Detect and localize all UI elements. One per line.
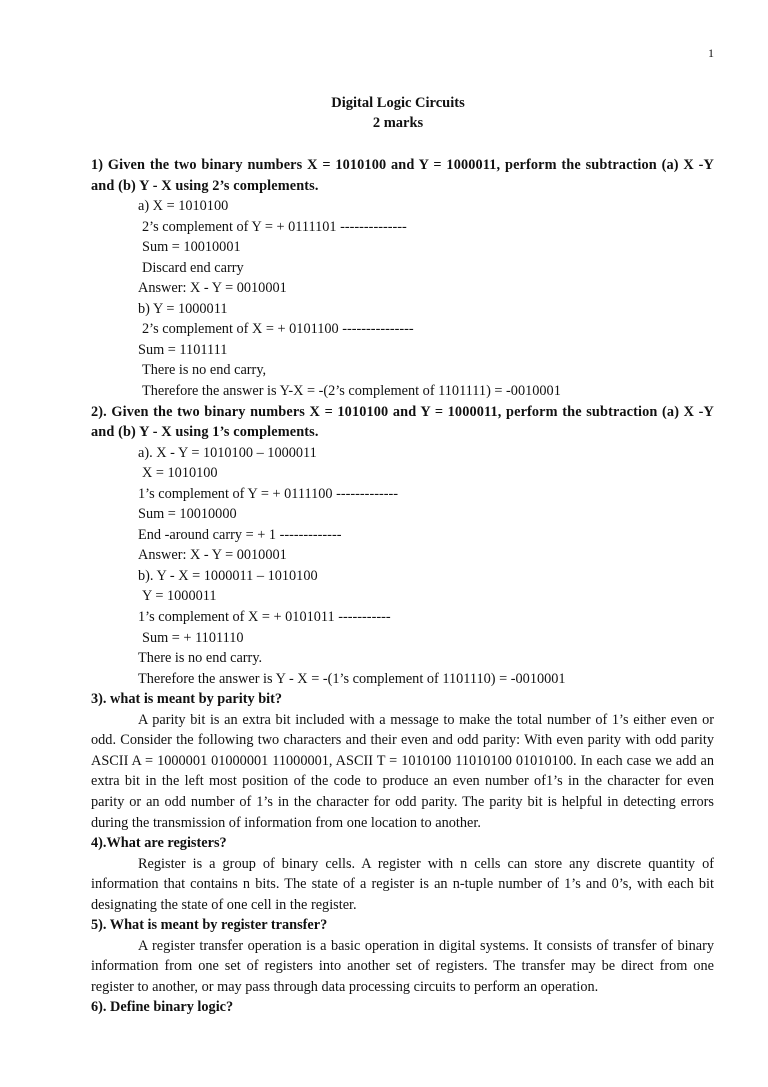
q2-line: There is no end carry. bbox=[138, 650, 263, 667]
question-4: 4).What are registers? bbox=[91, 835, 227, 852]
q2-line: End -around carry = + 1 ------------- bbox=[138, 526, 342, 543]
title-block bbox=[0, 93, 768, 133]
answer-4 bbox=[91, 854, 714, 916]
q2-line: Answer: X - Y = 0010001 bbox=[138, 547, 287, 564]
answer-3 bbox=[91, 710, 714, 833]
q1-line: Answer: X - Y = 0010001 bbox=[138, 280, 287, 297]
q1-line: Therefore the answer is Y-X = -(2’s complement of 1101111) = -0010001 bbox=[142, 383, 561, 400]
page-number: 1 bbox=[708, 46, 714, 60]
question-2: 2). Given the two binary numbers X = 1010100 and Y = 1000011, perform the subtraction (a) X -Y and (b) Y - X using 1’s complements. bbox=[91, 403, 714, 441]
q2-line: a). X - Y = 1010100 – 1000011 bbox=[138, 444, 317, 461]
document-body bbox=[91, 155, 714, 1018]
document-subtitle: 2 marks bbox=[372, 115, 424, 131]
q1-line: Sum = 10010001 bbox=[142, 239, 241, 256]
question-1: 1) Given the two binary numbers X = 1010100 and Y = 1000011, perform the subtraction (a) X -Y and (b) Y - X using 2’s complements. bbox=[91, 157, 714, 194]
answer-5 bbox=[91, 936, 714, 998]
q2-line: Y = 1000011 bbox=[142, 588, 217, 605]
answer-3-text: A parity bit is an extra bit included with a message to make the total number of 1’s either even or odd. Consider the following two characters and their even and odd parity: With even parity with odd parity ASCII A = 1000001 01000001 11000001, ASCII T = 1010100 11010100 01010100. In each case we add an extra bit in the left most position of the code to produce an even number of1’s in the character for even parity or an odd number of 1’s in the character for odd parity. The parity bit is helpful in detecting errors during the transmission of information from one location to another. bbox=[91, 711, 714, 831]
q2-line: Therefore the answer is Y - X = -(1’s complement of 1101110) = -0010001 bbox=[138, 670, 566, 687]
q1-line: 2’s complement of X = + 0101100 --------------- bbox=[142, 321, 414, 338]
q1-line: 2’s complement of Y = + 0111101 -------------- bbox=[142, 218, 407, 235]
q2-line: X = 1010100 bbox=[142, 465, 218, 482]
q1-line: a) X = 1010100 bbox=[138, 198, 229, 215]
question-3: 3). what is meant by parity bit? bbox=[91, 691, 283, 708]
q2-line: Sum = 10010000 bbox=[138, 506, 237, 523]
question-5: 5). What is meant by register transfer? bbox=[91, 917, 328, 934]
question-6: 6). Define binary logic? bbox=[91, 999, 234, 1016]
q2-line: 1’s complement of Y = + 0111100 ------------- bbox=[138, 485, 399, 502]
document-title: Digital Logic Circuits bbox=[331, 95, 465, 111]
q2-line: b). Y - X = 1000011 – 1010100 bbox=[138, 567, 318, 584]
answer-5-text: A register transfer operation is a basic operation in digital systems. It consists of transfer of binary information from one set of registers into another set of registers. The transfer may be direct from one register to another, or may pass through data processing circuits to perform an operation. bbox=[91, 937, 714, 995]
q1-line: Sum = 1101111 bbox=[138, 341, 228, 358]
q1-line: b) Y = 1000011 bbox=[138, 300, 228, 317]
answer-4-text: Register is a group of binary cells. A register with n cells can store any discrete quantity of information that contains n bits. The state of a register is an n-tuple number of 1’s and 0’s, with each bit designating the state of one cell in the register. bbox=[91, 855, 714, 913]
q1-line: There is no end carry, bbox=[142, 362, 267, 379]
q2-line: 1’s complement of X = + 0101011 ----------- bbox=[138, 609, 391, 626]
q2-line: Sum = + 1101110 bbox=[142, 629, 244, 646]
q1-line: Discard end carry bbox=[142, 259, 244, 276]
